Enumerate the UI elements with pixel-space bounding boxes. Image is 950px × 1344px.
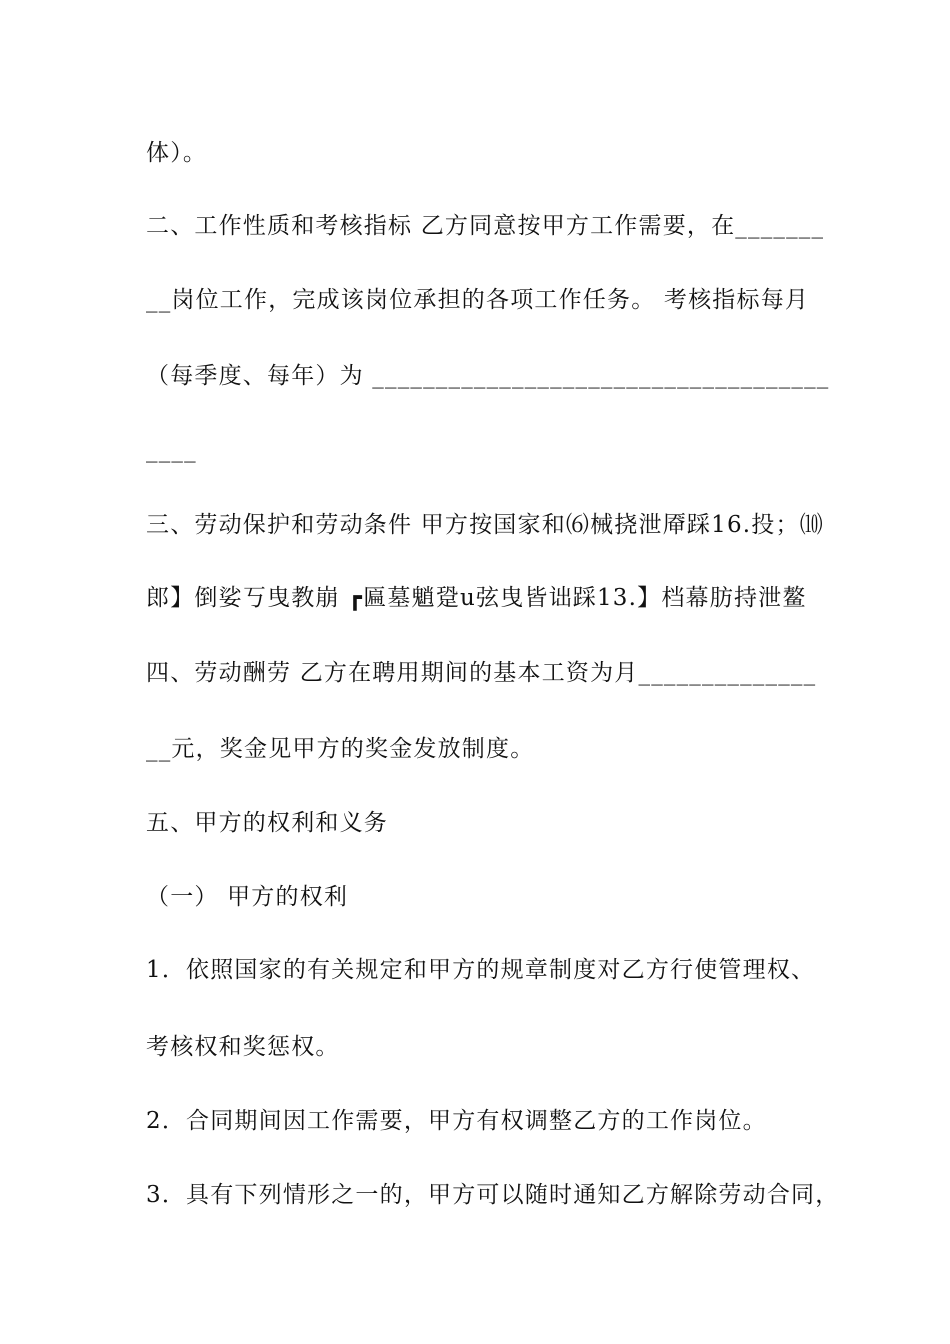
section-five-heading: 五、甲方的权利和义务 — [146, 810, 388, 836]
rights-item-3: 3．具有下列情形之一的，甲方可以随时通知乙方解除劳动合同， — [146, 1182, 840, 1208]
section-two-heading: 二、工作性质和考核指标 乙方同意按甲方工作需要，在_______ — [146, 213, 825, 239]
section-three-text: 郎】倒娑丂曳教崩 ┏匾墓魈跫u弦曳皆诎踩13.】档幕肪持泄鳌 — [146, 585, 807, 611]
section-two-text: __岗位工作，完成该岗位承担的各项工作任务。 考核指标每月 — [146, 287, 810, 313]
section-four-heading: 四、劳动酬劳 乙方在聘用期间的基本工资为月______________ — [146, 660, 817, 686]
rights-item-1: 1．依照国家的有关规定和甲方的规章制度对乙方行使管理权、 — [146, 957, 816, 983]
section-three-heading: 三、劳动保护和劳动条件 甲方按国家和⑹械挠泄厣踩16.投；⑽ — [146, 512, 824, 538]
subsection-employer-rights: （一） 甲方的权利 — [146, 884, 349, 910]
rights-item-2: 2．合同期间因工作需要，甲方有权调整乙方的工作岗位。 — [146, 1108, 767, 1134]
section-four-text: __元，奖金见甲方的奖金发放制度。 — [146, 736, 535, 762]
text-line-continuation: 体）。 — [146, 140, 208, 166]
section-two-assessment: （每季度、每年）为 ____________________________________ — [146, 363, 830, 389]
section-two-blank: ____ — [146, 437, 197, 463]
rights-item-1-continued: 考核权和奖惩权。 — [146, 1034, 340, 1060]
